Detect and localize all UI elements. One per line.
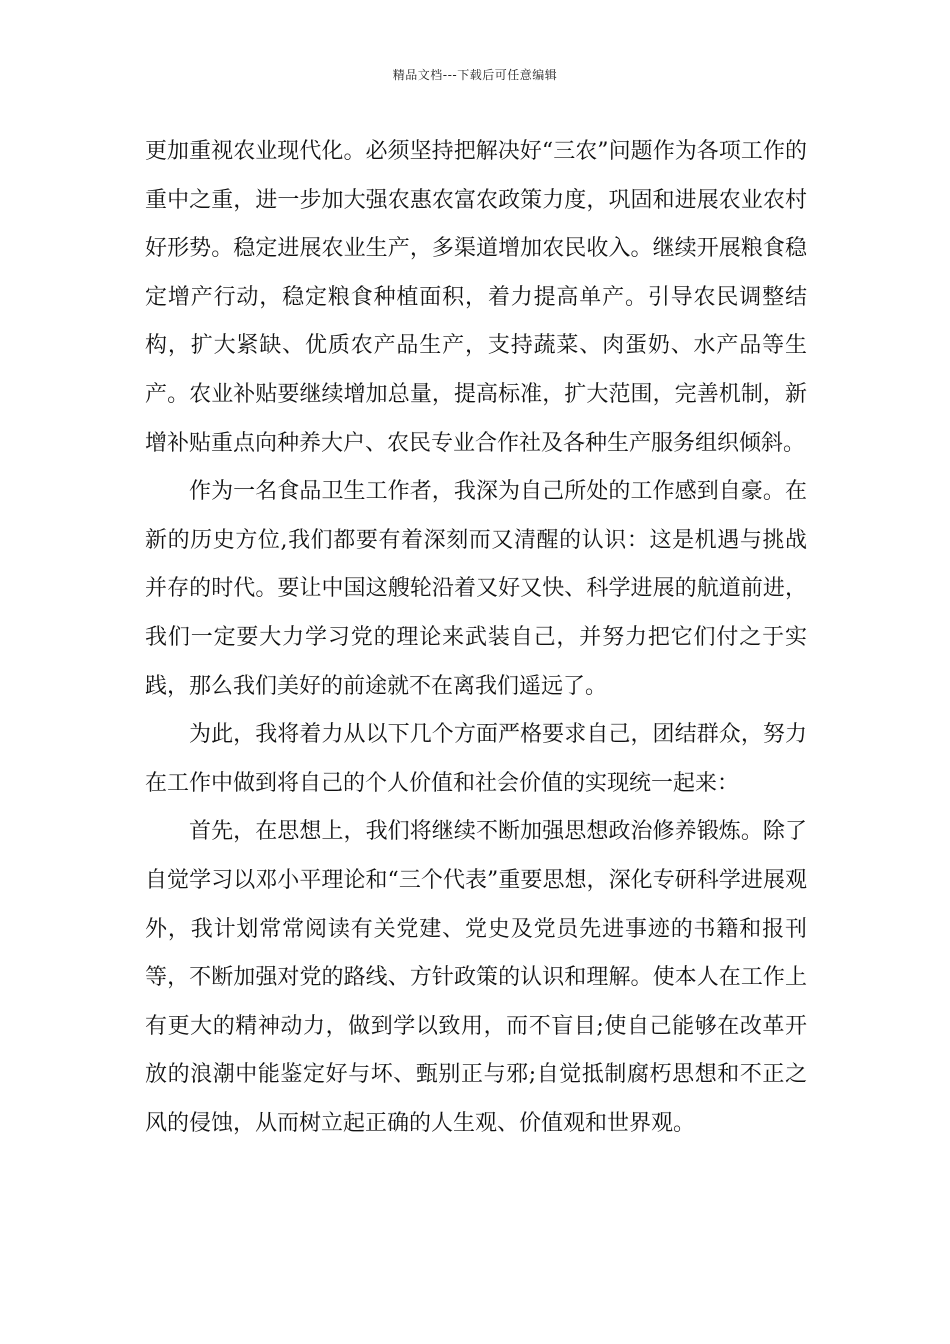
paragraph-3: 为此，我将着力从以下几个方面严格要求自己，团结群众，努力在工作中做到将自己的个人价值和社会价值的实现统一起来： [145,722,807,796]
page-header: 精品文档---下载后可任意编辑 [392,68,558,82]
paragraph-2: 作为一名食品卫生工作者，我深为自己所处的工作感到自豪。在新的历史方位,我们都要有着深刻而又清醒的认识：这是机遇与挑战并存的时代。要让中国这艘轮沿着又好又快、科学进展的航道前进，我们一定要大力学习党的理论来武装自己，并努力把它们付之于实践，那么我们美好的前途就不在离我们遥远了。 [145,479,807,699]
paragraph-1: 更加重视农业现代化。必须坚持把解决好“三农”问题作为各项工作的重中之重，进一步加大强农惠农富农政策力度，巩固和进展农业农村好形势。稳定进展农业生产，多渠道增加农民收入。继续开展粮食稳定增产行动，稳定粮食种植面积，着力提高单产。引导农民调整结构，扩大紧缺、优质农产品生产，支持蔬菜、肉蛋奶、水产品等生产。农业补贴要继续增加总量，提高标准，扩大范围，完善机制，新增补贴重点向种养大户、农民专业合作社及各种生产服务组织倾斜。 [145,139,807,456]
document-body [145,128,807,1148]
paragraph-4: 首先，在思想上，我们将继续不断加强思想政治修养锻炼。除了自觉学习以邓小平理论和“三个代表”重要思想，深化专研科学进展观外，我计划常常阅读有关党建、党史及党员先进事迹的书籍和报刊等，不断加强对党的路线、方针政策的认识和理解。使本人在工作上有更大的精神动力，做到学以致用，而不盲目;使自己能够在改革开放的浪潮中能鉴定好与坏、甄别正与邪;自觉抵制腐朽思想和不正之风的侵蚀，从而树立起正确的人生观、价值观和世界观。 [145,819,807,1136]
